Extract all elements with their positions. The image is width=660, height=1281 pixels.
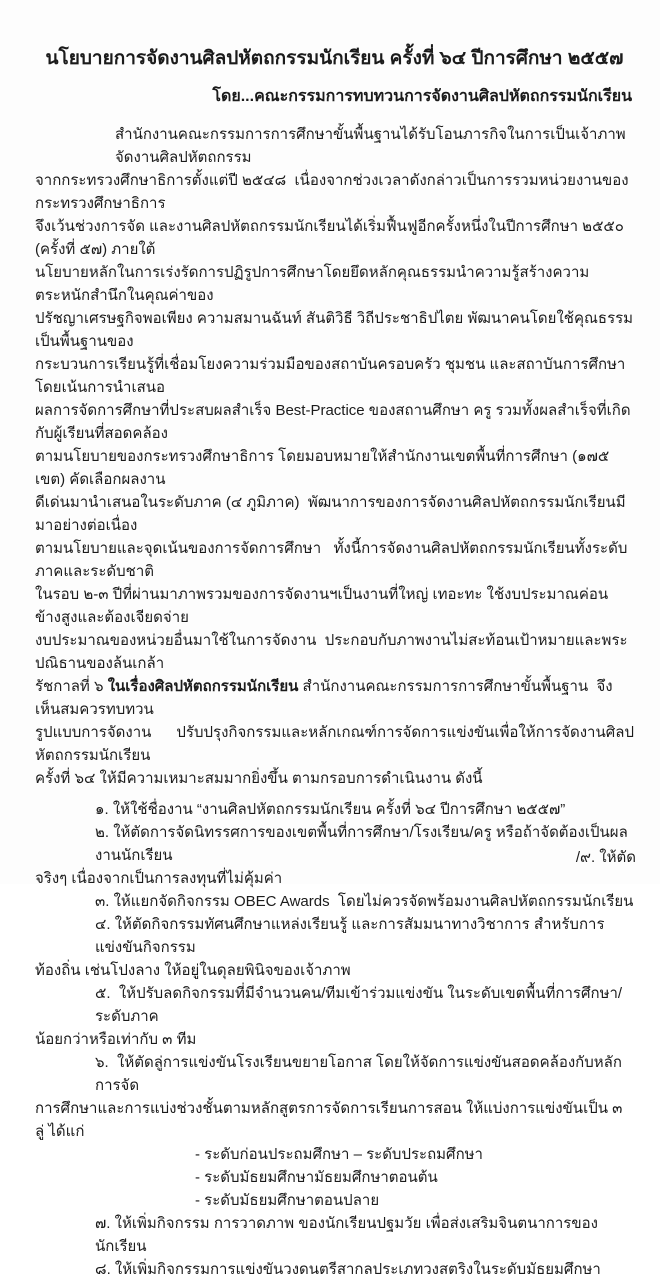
- policy-item-6-bullet: - ระดับมัธยมศึกษาตอนปลาย: [195, 1192, 380, 1209]
- policy-item-8-line: ๘. ให้เพิ่มกิจกรรมการแข่งขันวงดนตรีสากลประเภทวงสตริงในระดับมัธยมศึกษา: [95, 1261, 601, 1278]
- intro-line: ตามนโยบายและจุดเน้นของการจัดการศึกษา ทั้งนี้การจัดงานศิลปหัตถกรรมนักเรียนทั้งระดับภาคและระดับชาติ: [35, 540, 628, 580]
- policy-item-2-line: ๒. ให้ตัดการจัดนิทรรศการของเขตพื้นที่การศึกษา/โรงเรียน/ครู หรือถ้าจัดต้องเป็นผลงานนักเรียน: [95, 824, 628, 864]
- intro-line: ในรอบ ๒-๓ ปีที่ผ่านมาภาพรวมของการจัดงานฯเป็นงานที่ใหญ่ เทอะทะ ใช้งบประมาณค่อนข้างสูงและต้องเจียดจ่าย: [35, 586, 609, 626]
- policy-item-3-line: ๓. ให้แยกจัดกิจกรรม OBEC Awards โดยไม่ควรจัดพร้อมงานศิลปหัตถกรรมนักเรียน: [95, 893, 634, 910]
- intro-line: ดีเด่นมานำเสนอในระดับภาค (๔ ภูมิภาค) พัฒนาการของการจัดงานศิลปหัตถกรรมนักเรียนมีมาอย่างต่อเนื่อง: [35, 494, 626, 534]
- policy-list: [35, 798, 634, 1281]
- intro-line: ผลการจัดการศึกษาที่ประสบผลสำเร็จ Best-Practice ของสถานศึกษา ครู รวมทั้งผลสำเร็จที่เกิดกับผู้เรียนที่สอดคล้อง: [35, 402, 631, 442]
- intro-line: ปรัชญาเศรษฐกิจพอเพียง ความสมานฉันท์ สันติวิธี วิถีประชาธิปไตย พัฒนาคนโดยใช้คุณธรรมเป็นพื้นฐานของ: [35, 310, 634, 350]
- intro-line: นโยบายหลักในการเร่งรัดการปฏิรูปการศึกษาโดยยึดหลักคุณธรรมนำความรู้สร้างความตระหนักสำนึกในคุณค่าของ: [35, 264, 590, 304]
- policy-item-4-line: ท้องถิ่น เช่นโปงลาง ให้อยู่ในดุลยพินิจของเจ้าภาพ: [35, 962, 351, 979]
- intro-line-with-bold: [35, 675, 634, 721]
- intro-line: งบประมาณของหน่วยอื่นมาใช้ในการจัดงาน ประกอบกับภาพงานไม่สะท้อนเป้าหมายและพระปณิธานของล้นเกล้า: [35, 632, 628, 672]
- intro-line: จึงเว้นช่วงการจัด และงานศิลปหัตถกรรมนักเรียนได้เริ่มฟื้นฟูอีกครั้งหนึ่งในปีการศึกษา ๒๕๕๐ (ครั้งที่ ๕๗) ภายใต้: [35, 218, 629, 258]
- policy-item-5-line: ๕. ให้ปรับลดกิจกรรมที่มีจำนวนคน/ทีมเข้าร่วมแข่งขัน ในระดับเขตพื้นที่การศึกษา/ระดับภาค: [95, 985, 623, 1025]
- policy-item-4-line: ๔. ให้ตัดกิจกรรมทัศนศึกษาแหล่งเรียนรู้ และการสัมมนาทางวิชาการ สำหรับการแข่งขันกิจกรรม: [95, 916, 605, 956]
- intro-line: ครั้งที่ ๖๔ ให้มีความเหมาะสมมากยิ่งขึ้น ตามกรอบการดำเนินงาน ดังนี้: [35, 770, 483, 787]
- page-continuation-mark: /๙. ให้ตัด: [575, 849, 636, 866]
- intro-line: ตามนโยบายของกระทรวงศึกษาธิการ โดยมอบหมายให้สำนักงานเขตพื้นที่การศึกษา (๑๗๕ เขต) คัดเลือกผลงาน: [35, 448, 614, 488]
- policy-item-2-line: จริงๆ เนื่องจากเป็นการลงทุนที่ไม่คุ้มค่า: [35, 870, 283, 887]
- policy-item-6-line: ๖. ให้ตัดลู่การแข่งขันโรงเรียนขยายโอกาส โดยให้จัดการแข่งขันสอดคล้องกับหลักการจัด: [95, 1054, 622, 1094]
- intro-line-post: สำนักงานคณะกรรมการการศึกษาขั้นพื้นฐาน จึงเห็นสมควรทบทวน: [35, 678, 613, 718]
- policy-item-1-line: ๑. ให้ใช้ชื่องาน “งานศิลปหัตถกรรมนักเรียน ครั้งที่ ๖๔ ปีการศึกษา ๒๕๕๗”: [95, 801, 566, 818]
- policy-item-6-bullet: - ระดับมัธยมศึกษามัธยมศึกษาตอนต้น: [195, 1169, 438, 1186]
- byline: โดย...คณะกรรมการทบทวนการจัดงานศิลปหัตถกรรมนักเรียน: [212, 88, 632, 105]
- policy-item-5-line: น้อยกว่าหรือเท่ากับ ๓ ทีม: [35, 1031, 197, 1048]
- intro-line: กระบวนการเรียนรู้ที่เชื่อมโยงความร่วมมือของสถาบันครอบครัว ชุมชน และสถาบันการศึกษา โดยเน้นการนำเสนอ: [35, 356, 634, 396]
- intro-line: จากกระทรวงศึกษาธิการตั้งแต่ปี ๒๕๔๘ เนื่องจากช่วงเวลาดังกล่าวเป็นการรวมหน่วยงานของกระทรวงศึกษาธิการ: [35, 172, 629, 212]
- bold-phrase: ในเรื่องศิลปหัตถกรรมนักเรียน: [107, 678, 299, 695]
- intro-line: รูปแบบการจัดงาน ปรับปรุงกิจกรรมและหลักเกณฑ์การจัดการแข่งขันเพื่อให้การจัดงานศิลปหัตถกรรมนักเรียน: [35, 724, 634, 764]
- intro-line: สำนักงานคณะกรรมการการศึกษาขั้นพื้นฐานได้รับโอนภารกิจในการเป็นเจ้าภาพจัดงานศิลปหัตถกรรม: [115, 126, 626, 166]
- page-title: นโยบายการจัดงานศิลปหัตถกรรมนักเรียน ครั้งที่ ๖๔ ปีการศึกษา ๒๕๕๗: [45, 48, 624, 69]
- policy-item-6-line: การศึกษาและการแบ่งช่วงชั้นตามหลักสูตรการจัดการเรียนการสอน ให้แบ่งการแข่งขันเป็น ๓ ลู่ ได้แก่: [35, 1100, 627, 1140]
- intro-paragraph: [35, 123, 634, 790]
- policy-item-7-line: ๗. ให้เพิ่มกิจกรรม การวาดภาพ ของนักเรียนปฐมวัย เพื่อส่งเสริมจินตนาการของนักเรียน: [95, 1215, 598, 1255]
- policy-item-6-bullet: - ระดับก่อนประถมศึกษา – ระดับประถมศึกษา: [195, 1146, 483, 1163]
- intro-line-pre: รัชกาลที่ ๖: [35, 678, 108, 695]
